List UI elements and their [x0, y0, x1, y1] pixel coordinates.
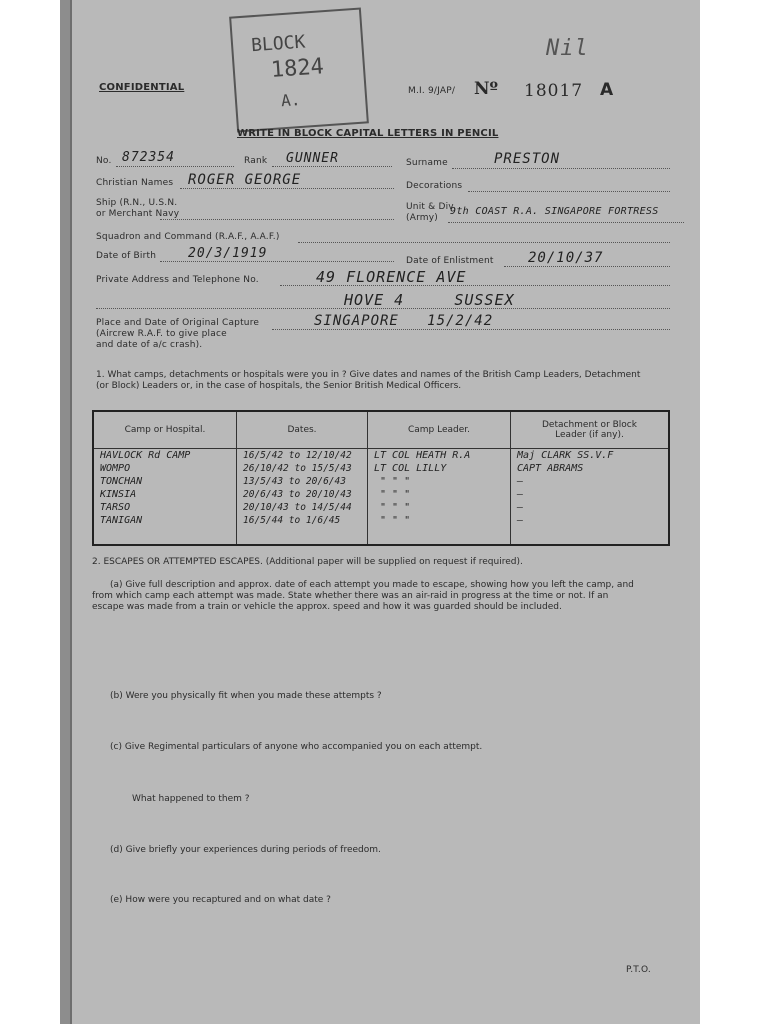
detachment-leader: CAPT ABRAMS [517, 463, 584, 474]
surname-value: PRESTON [494, 151, 561, 167]
q2-a-line-1: (a) Give full description and approx. date of each attempt you made to escape, showing how you left the camp, and [110, 580, 634, 590]
camp-leader: LT COL HEATH R.A [374, 450, 471, 461]
q1-text-line-2: (or Block) Leaders or, in the case of hospitals, the Senior British Medical Officers. [96, 381, 462, 391]
address-label: Private Address and Telephone No. [96, 275, 259, 285]
capture-label-2: (Aircrew R.A.F. to give place [96, 329, 227, 339]
q2-c-followup: What happened to them ? [132, 794, 250, 804]
camp-dates: 16/5/42 to 12/10/42 [243, 450, 352, 461]
q1-text-line-1: 1. What camps, detachments or hospitals were you in ? Give dates and names of the British Camp Leaders, Detachment [96, 370, 641, 380]
col-camp-leader: Camp Leader. [368, 411, 511, 449]
camp-name: HAVLOCK Rd CAMP [100, 450, 191, 461]
form-suffix: A [600, 80, 614, 100]
leader-column-cell [368, 449, 511, 546]
camp-dates: 16/5/44 to 1/6/45 [243, 515, 341, 526]
rank-value: GUNNER [286, 151, 339, 166]
camp-name: TARSO [100, 502, 131, 513]
dob-label: Date of Birth [96, 251, 157, 261]
no-label: No. [96, 156, 112, 166]
capture-value: SINGAPORE 15/2/42 [314, 313, 494, 329]
col-detachment: Detachment or Block Leader (if any). [511, 411, 670, 449]
dates-column-cell [237, 449, 368, 546]
q2-title: 2. ESCAPES OR ATTEMPTED ESCAPES. (Additional paper will be supplied on request if required). [92, 557, 523, 567]
detachment-column-cell [511, 449, 670, 546]
dob-value: 20/3/1919 [188, 246, 268, 261]
christian-names-value: ROGER GEORGE [188, 172, 302, 188]
camp-dates: 20/6/43 to 20/10/43 [243, 489, 352, 500]
q2-c: (c) Give Regimental particulars of anyone who accompanied you on each attempt. [110, 742, 483, 752]
camps-table-header [93, 411, 669, 449]
enlistment-value: 20/10/37 [528, 250, 604, 266]
capture-label-1: Place and Date of Original Capture [96, 318, 260, 328]
capture-label-3: and date of a/c crash). [96, 340, 203, 350]
detachment-leader: Maj CLARK SS.V.F [517, 450, 614, 461]
stamp-line-3: A. [280, 90, 301, 111]
q2-e: (e) How were you recaptured and on what date ? [110, 895, 331, 905]
camp-dates: 26/10/42 to 15/5/43 [243, 463, 352, 474]
ship-label-1: Ship (R.N., U.S.N. [96, 198, 178, 208]
pto-label: P.T.O. [626, 965, 651, 975]
instruction-heading: WRITE IN BLOCK CAPITAL LETTERS IN PENCIL [237, 128, 499, 139]
block-stamp [229, 8, 369, 133]
camp-leader: " " " [380, 489, 411, 500]
margin-note: Nil [546, 36, 589, 61]
col-camp: Camp or Hospital. [93, 411, 237, 449]
unit-value: 9th COAST R.A. SINGAPORE FORTRESS [450, 206, 659, 217]
detachment-leader: — [517, 515, 524, 526]
form-number: 18017 [524, 81, 584, 101]
address-line-1: 49 FLORENCE AVE [316, 268, 467, 286]
camp-name: TONCHAN [100, 476, 143, 487]
decorations-label: Decorations [406, 181, 463, 191]
camp-leader: " " " [380, 476, 411, 487]
q2-d: (d) Give briefly your experiences during periods of freedom. [110, 845, 381, 855]
ship-label-2: or Merchant Navy [96, 209, 180, 219]
detachment-leader: — [517, 489, 524, 500]
camps-table [92, 410, 670, 546]
camp-name: TANIGAN [100, 515, 143, 526]
address-line-2: HOVE 4 SUSSEX [344, 291, 515, 309]
detachment-leader: — [517, 476, 524, 487]
enlistment-label: Date of Enlistment [406, 256, 494, 266]
col-dates: Dates. [237, 411, 368, 449]
unit-label-2: (Army) [406, 213, 439, 223]
camp-leader: " " " [380, 502, 411, 513]
q2-a-line-2: from which camp each attempt was made. State whether there was an air-raid in progress at the time or not. If an [92, 591, 609, 601]
camp-name: WOMPO [100, 463, 131, 474]
camp-dates: 13/5/43 to 20/6/43 [243, 476, 346, 487]
confidential-label: CONFIDENTIAL [99, 82, 185, 93]
camp-name: KINSIA [100, 489, 137, 500]
stamp-line-1: BLOCK [250, 31, 306, 57]
christian-names-label: Christian Names [96, 178, 174, 188]
camp-dates: 20/10/43 to 14/5/44 [243, 502, 352, 513]
surname-label: Surname [406, 158, 448, 168]
q2-b: (b) Were you physically fit when you made these attempts ? [110, 691, 382, 701]
q2-a-line-3: escape was made from a train or vehicle the approx. speed and how it was guarded should be included. [92, 602, 562, 612]
detachment-leader: — [517, 502, 524, 513]
squadron-label: Squadron and Command (R.A.F., A.A.F.) [96, 232, 280, 242]
unit-label-1: Unit & Div. [406, 202, 457, 212]
stamp-line-2: 1824 [270, 54, 325, 83]
service-number: 872354 [122, 150, 175, 165]
ref-code: M.I. 9/JAP/ [408, 86, 456, 96]
camp-column-cell [93, 449, 237, 546]
camp-leader: " " " [380, 515, 411, 526]
rank-label: Rank [244, 156, 268, 166]
camp-leader: LT COL LILLY [374, 463, 447, 474]
number-label: Nº [474, 79, 499, 99]
